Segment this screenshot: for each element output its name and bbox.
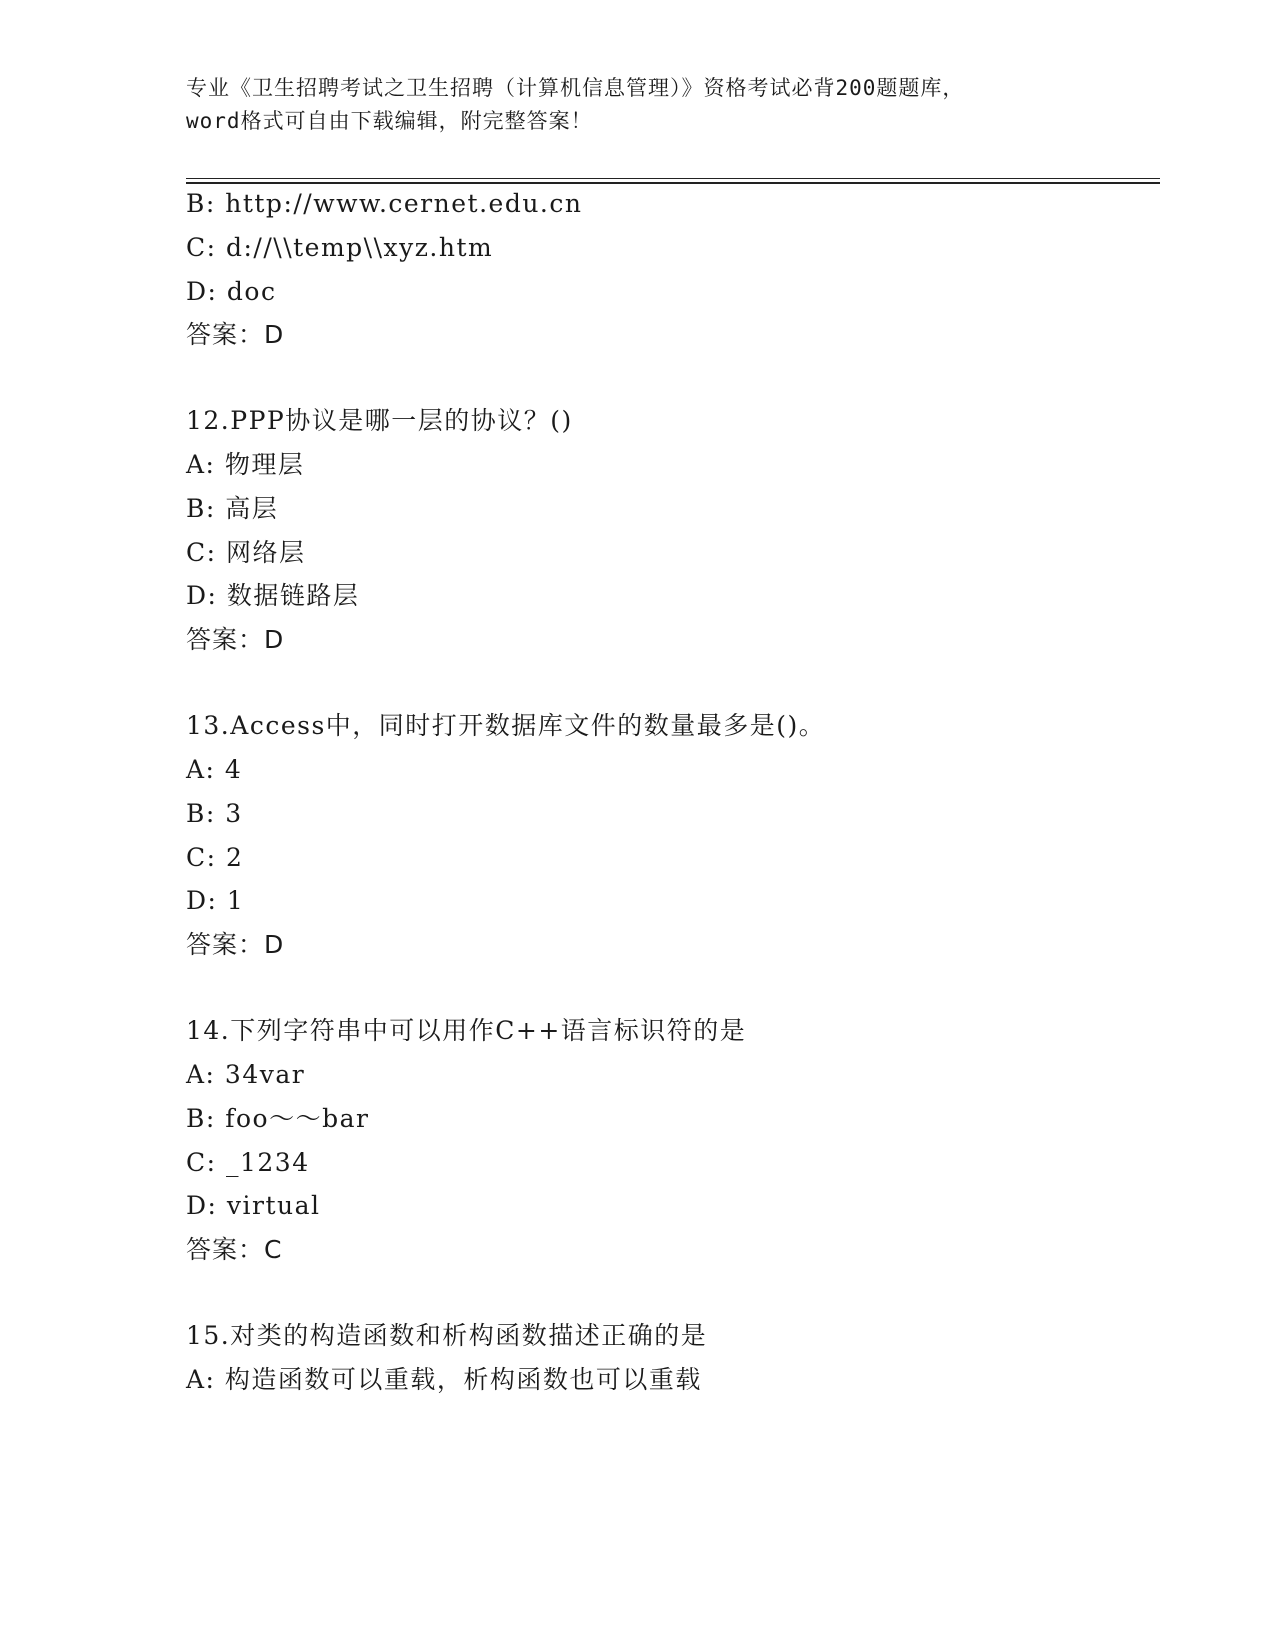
question-12-stem: 12.PPP协议是哪一层的协议？() <box>186 406 573 435</box>
question-14-option-b: B: foo～～bar <box>186 1104 370 1133</box>
prev-option-c: C: d://\\temp\\xyz.htm <box>186 233 494 262</box>
question-15-stem: 15.对类的构造函数和析构函数描述正确的是 <box>186 1321 708 1350</box>
header-line-1: 专业《卫生招聘考试之卫生招聘（计算机信息管理）》资格考试必背200题题库， <box>186 76 965 100</box>
question-13-option-c: C: 2 <box>186 843 244 872</box>
prev-answer: 答案：D <box>186 320 285 349</box>
question-13-answer: 答案：D <box>186 930 285 959</box>
question-12-answer: 答案：D <box>186 625 285 654</box>
prev-option-d: D: doc <box>186 277 277 306</box>
question-14-stem: 14.下列字符串中可以用作C++语言标识符的是 <box>186 1016 747 1045</box>
question-14-answer: 答案：C <box>186 1235 283 1264</box>
question-14-option-a: A: 34var <box>186 1060 306 1089</box>
question-15-option-a: A: 构造函数可以重载，析构函数也可以重载 <box>186 1365 702 1394</box>
question-14-option-d: D: virtual <box>186 1191 321 1220</box>
question-14-option-c: C: _1234 <box>186 1148 310 1177</box>
question-12-option-a: A: 物理层 <box>186 450 305 479</box>
question-13-stem: 13.Access中，同时打开数据库文件的数量最多是()。 <box>186 711 826 740</box>
header-divider-thick <box>186 182 1160 184</box>
question-12-option-c: C: 网络层 <box>186 538 306 567</box>
question-13-option-d: D: 1 <box>186 886 245 915</box>
question-12-option-d: D: 数据链路层 <box>186 581 360 610</box>
question-13-option-b: B: 3 <box>186 799 243 828</box>
header-line-2: word格式可自由下载编辑，附完整答案！ <box>186 109 593 133</box>
question-12-option-b: B: 高层 <box>186 494 279 523</box>
prev-option-b: B: http://www.cernet.edu.cn <box>186 189 583 218</box>
document-header <box>186 72 1086 138</box>
question-13-option-a: A: 4 <box>186 755 243 784</box>
header-divider-thin <box>186 178 1160 179</box>
